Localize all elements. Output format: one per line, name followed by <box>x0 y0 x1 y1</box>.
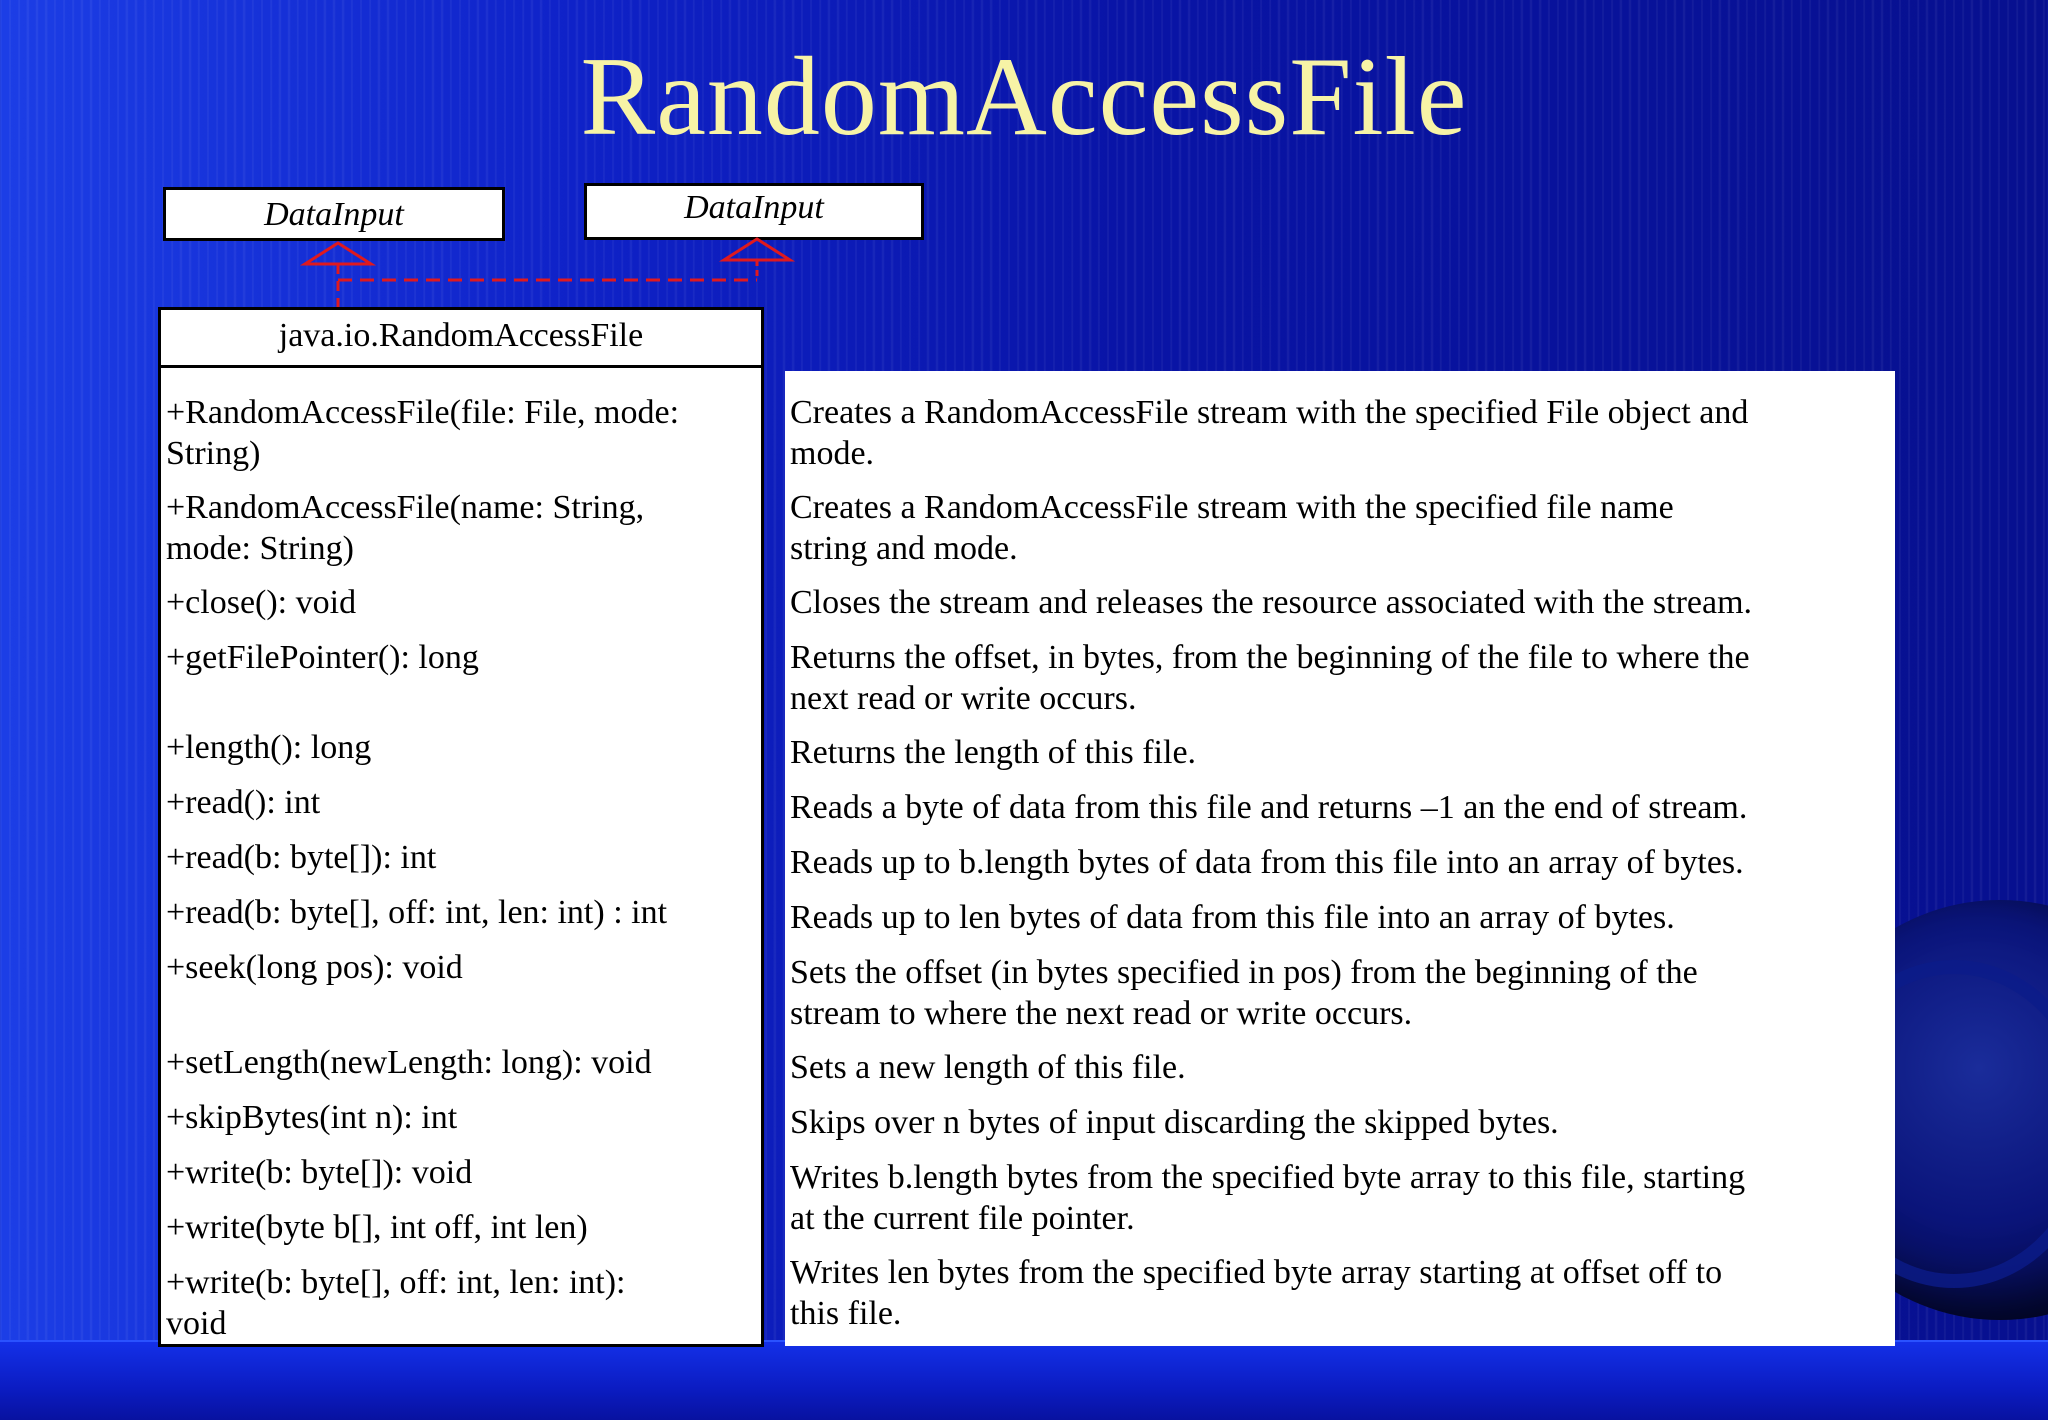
method-description-line: Creates a RandomAccessFile stream with the specified File object and <box>790 394 1749 431</box>
class-divider <box>161 365 761 368</box>
class-member <box>166 892 784 933</box>
class-member-line: +read(b: byte[], off: int, len: int) : int <box>166 894 668 931</box>
realization-arrowhead-left <box>305 243 371 264</box>
method-description <box>790 842 1918 883</box>
class-member-line: +read(): int <box>166 784 321 821</box>
class-member <box>166 1042 784 1083</box>
method-description-line: this file. <box>790 1295 902 1332</box>
slide-title: RandomAccessFile <box>580 35 1468 159</box>
method-description-line: stream to where the next read or write occurs. <box>790 995 1413 1032</box>
method-description <box>790 952 1918 1034</box>
method-description-line: Closes the stream and releases the resource associated with the stream. <box>790 584 1753 621</box>
method-description <box>790 787 1918 828</box>
class-member <box>166 782 784 823</box>
class-member-line: +seek(long pos): void <box>166 949 463 986</box>
method-description <box>790 487 1918 569</box>
method-description-line: Sets a new length of this file. <box>790 1049 1186 1086</box>
class-member <box>166 637 784 678</box>
method-description <box>790 637 1918 719</box>
class-member-line: mode: String) <box>166 530 354 567</box>
class-member-line: +RandomAccessFile(name: String, <box>166 489 645 526</box>
interface-box-datainput-left: DataInput <box>163 187 505 241</box>
class-name: java.io.RandomAccessFile <box>278 317 644 354</box>
class-member <box>166 582 784 623</box>
method-description <box>790 1102 1918 1143</box>
method-description-line: Returns the length of this file. <box>790 734 1197 771</box>
method-description-line: Sets the offset (in bytes specified in pos) from the beginning of the <box>790 954 1698 991</box>
class-member <box>166 1152 784 1193</box>
method-description-line: Writes b.length bytes from the specified byte array to this file, starting <box>790 1159 1746 1196</box>
class-member <box>166 837 784 878</box>
class-member <box>166 1262 784 1344</box>
method-description-line: Reads up to len bytes of data from this file into an array of bytes. <box>790 899 1675 936</box>
class-member <box>166 487 784 569</box>
class-member-line: +write(b: byte[], off: int, len: int): <box>166 1264 626 1301</box>
class-member-line: +skipBytes(int n): int <box>166 1099 458 1136</box>
class-member <box>166 392 784 474</box>
class-member <box>166 1097 784 1138</box>
realization-arrowhead-right <box>724 239 790 260</box>
method-description-line: Returns the offset, in bytes, from the beginning of the file to where the <box>790 639 1750 676</box>
class-member-line: +setLength(newLength: long): void <box>166 1044 652 1081</box>
method-description-line: Reads up to b.length bytes of data from this file into an array of bytes. <box>790 844 1744 881</box>
method-description-line: mode. <box>790 435 875 472</box>
method-description <box>790 897 1918 938</box>
class-member-line: void <box>166 1305 227 1342</box>
class-member-line: +read(b: byte[]): int <box>166 839 437 876</box>
class-member-line: String) <box>166 435 261 472</box>
method-description-line: Skips over n bytes of input discarding the skipped bytes. <box>790 1104 1559 1141</box>
method-description <box>790 582 1918 623</box>
method-description-line: next read or write occurs. <box>790 680 1137 717</box>
interface-box-datainput-right: DataInput <box>584 183 924 240</box>
method-description <box>790 1047 1918 1088</box>
class-member-line: +RandomAccessFile(file: File, mode: <box>166 394 680 431</box>
method-description-line: string and mode. <box>790 530 1018 567</box>
method-description <box>790 1157 1918 1239</box>
class-member-line: +write(byte b[], int off, int len) <box>166 1209 588 1246</box>
method-description-line: Creates a RandomAccessFile stream with the specified file name <box>790 489 1674 526</box>
method-description <box>790 1252 1918 1334</box>
method-description-line: Reads a byte of data from this file and returns –1 an the end of stream. <box>790 789 1748 826</box>
method-description <box>790 392 1918 474</box>
class-member <box>166 947 784 988</box>
method-description-line: Writes len bytes from the specified byte array starting at offset off to <box>790 1254 1723 1291</box>
method-description-line: at the current file pointer. <box>790 1200 1135 1237</box>
class-member-line: +length(): long <box>166 729 372 766</box>
class-member <box>166 727 784 768</box>
class-member <box>166 1207 784 1248</box>
class-member-line: +getFilePointer(): long <box>166 639 479 676</box>
class-member-line: +close(): void <box>166 584 357 621</box>
method-description <box>790 732 1918 773</box>
class-member-line: +write(b: byte[]): void <box>166 1154 473 1191</box>
